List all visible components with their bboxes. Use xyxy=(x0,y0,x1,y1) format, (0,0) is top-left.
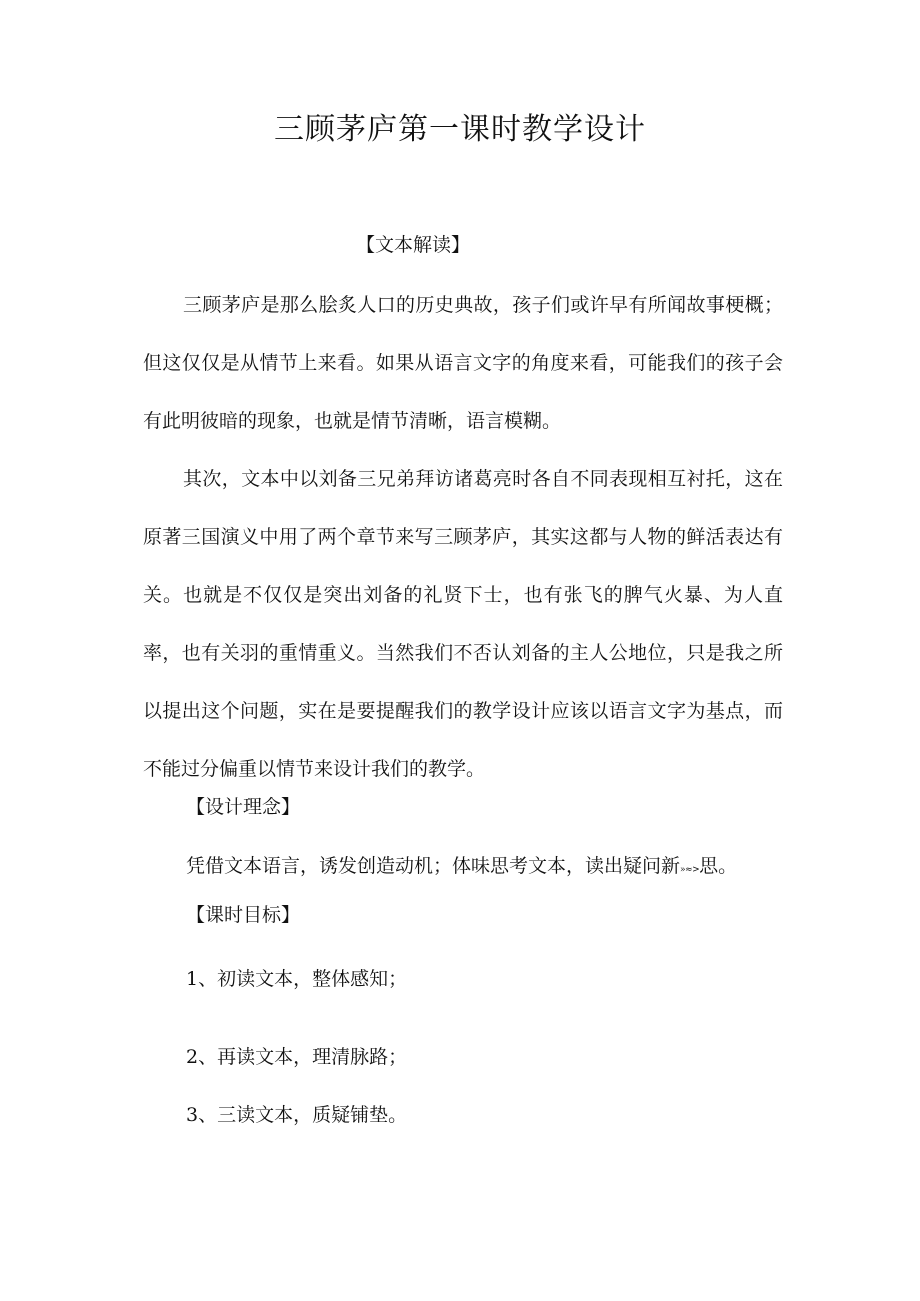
section-heading-design-concept: 【设计理念】 xyxy=(186,796,301,818)
objective-item-1: 1、初读文本，整体感知； xyxy=(186,968,408,990)
paragraph-text-reading-1: 三顾茅庐是那么脍炙人口的历史典故，孩子们或许早有所闻故事梗概；但这仅仅是从情节上来看。如果从语言文字的角度来看，可能我们的孩子会有此明彼暗的现象，也就是情节清晰，语言模糊。 xyxy=(143,294,783,432)
objective-item-3: 3、三读文本，质疑铺垫。 xyxy=(186,1104,408,1126)
design-concept-garbled-glyph: »≈> xyxy=(680,865,700,875)
document-title: 三顾茅庐第一课时教学设计 xyxy=(274,112,646,147)
design-concept-text-end: 思。 xyxy=(699,855,738,877)
section-heading-text-reading: 【文本解读】 xyxy=(356,234,471,256)
objective-item-2: 2、再读文本，理清脉路； xyxy=(186,1046,408,1068)
paragraph-text-reading-2: 其次，文本中以刘备三兄弟拜访诸葛亮时各自不同表现相互衬托，这在原著三国演义中用了两个章节来写三顾茅庐，其实这都与人物的鲜活表达有关。也就是不仅仅是突出刘备的礼贤下士，也有张飞的脾气火暴、为人直率，也有关羽的重情重义。当然我们不否认刘备的主人公地位，只是我之所以提出这个问题，实在是要提醒我们的教学设计应该以语言文字为基点，而不能过分偏重以情节来设计我们的教学。 xyxy=(143,468,783,780)
design-concept-text xyxy=(186,857,737,876)
section-heading-objectives: 【课时目标】 xyxy=(186,904,301,926)
design-concept-text-main: 凭借文本语言，诱发创造动机；体味思考文本，读出疑问新 xyxy=(186,855,681,877)
